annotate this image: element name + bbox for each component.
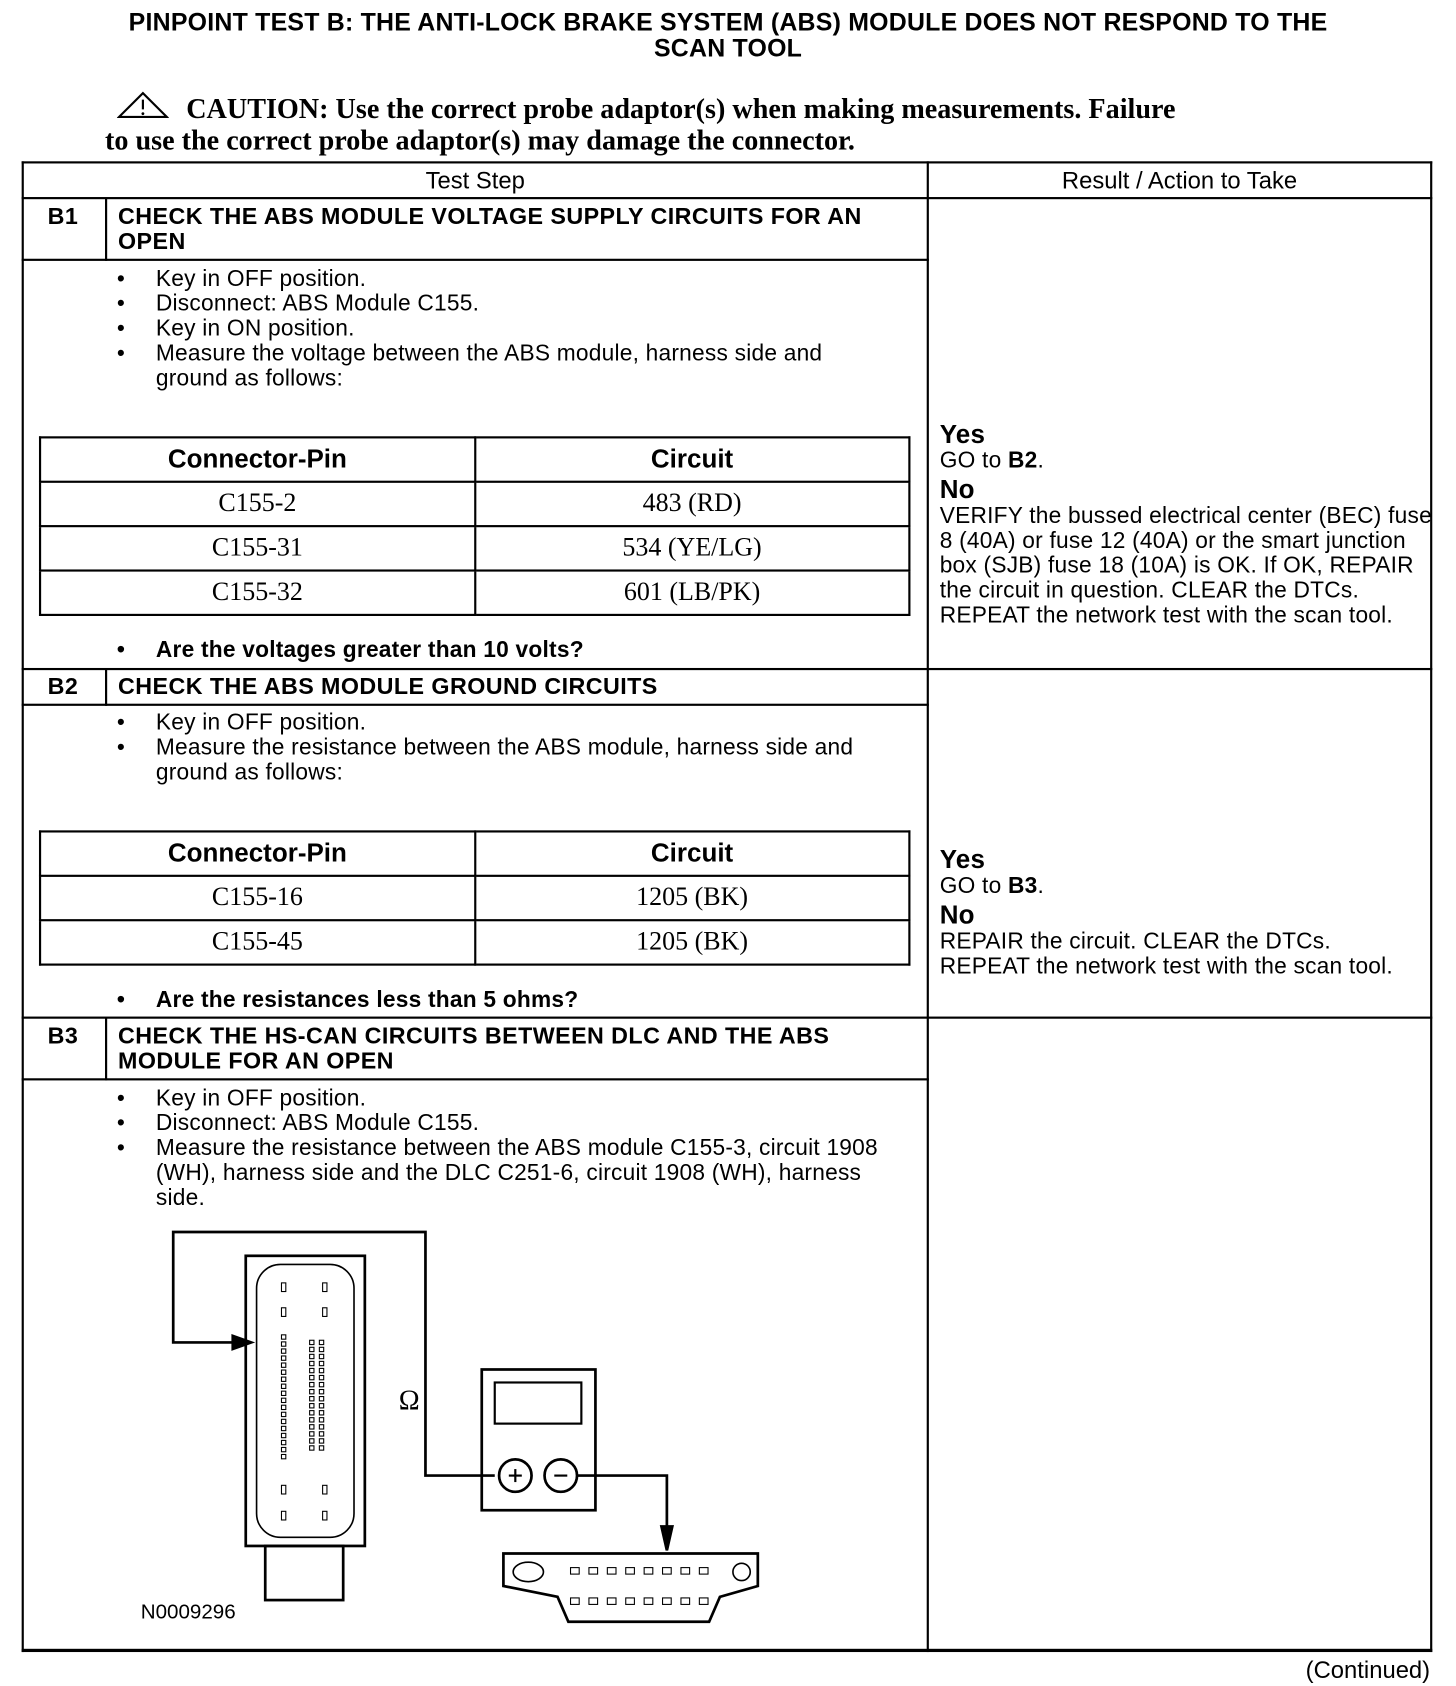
continued-note: (Continued) bbox=[1305, 1656, 1431, 1684]
col-header: Connector-Pin bbox=[40, 831, 475, 875]
column-divider bbox=[927, 161, 929, 1652]
wiring-diagram bbox=[130, 1223, 780, 1645]
pin bbox=[281, 1412, 285, 1416]
row-divider bbox=[22, 1017, 1433, 1019]
pin bbox=[571, 1598, 580, 1604]
pin bbox=[323, 1511, 327, 1520]
pin bbox=[310, 1390, 314, 1394]
id-divider bbox=[105, 198, 107, 261]
pin bbox=[281, 1419, 285, 1423]
step-id: B2 bbox=[47, 673, 79, 700]
step-instructions bbox=[117, 1086, 896, 1210]
step-instructions bbox=[117, 710, 896, 785]
table-row bbox=[40, 571, 909, 615]
pin bbox=[310, 1375, 314, 1379]
table-border-bottom bbox=[22, 1649, 1433, 1652]
pin bbox=[281, 1363, 285, 1367]
col-header: Circuit bbox=[475, 831, 910, 875]
pin bbox=[681, 1568, 690, 1574]
col-header: Circuit bbox=[475, 437, 910, 481]
table-border-left bbox=[22, 161, 24, 1652]
pin bbox=[663, 1568, 672, 1574]
lead-wire-positive bbox=[173, 1232, 495, 1476]
pin bbox=[310, 1397, 314, 1401]
pin bbox=[310, 1368, 314, 1372]
table-row bbox=[40, 526, 909, 570]
pin bbox=[310, 1411, 314, 1415]
step-instructions bbox=[117, 266, 875, 390]
pin bbox=[644, 1568, 653, 1574]
pin bbox=[310, 1404, 314, 1408]
cell: C155-31 bbox=[40, 526, 475, 570]
caution-line1 bbox=[186, 93, 1175, 124]
pin bbox=[319, 1404, 323, 1408]
pin bbox=[310, 1439, 314, 1443]
pin bbox=[281, 1370, 285, 1374]
pin bbox=[281, 1308, 285, 1317]
result-b2 bbox=[939, 845, 1416, 979]
result-b1 bbox=[940, 422, 1433, 628]
cell: C155-2 bbox=[40, 482, 475, 526]
step-id: B1 bbox=[47, 203, 79, 230]
pin bbox=[319, 1446, 323, 1450]
pin bbox=[589, 1568, 598, 1574]
no-text: VERIFY the bussed electrical center (BEC) fuse 8 (40A) or fuse 12 (40A) or the smart junction box (SJB) fuse 18 (10A) is OK. If OK, REPAIR the circuit in question. CLEAR the DTCs. REPEAT the network test with the scan tool. bbox=[939, 503, 1432, 628]
id-divider bbox=[105, 669, 107, 706]
pin bbox=[319, 1375, 323, 1379]
table-border-top bbox=[22, 161, 1433, 163]
pin bbox=[310, 1446, 314, 1450]
cell: 534 (YE/LG) bbox=[475, 526, 910, 570]
cell: 601 (LB/PK) bbox=[475, 571, 910, 615]
step-title: CHECK THE HS-CAN CIRCUITS BETWEEN DLC AND THE ABS MODULE FOR AN OPEN bbox=[118, 1023, 830, 1074]
page-title-line1: PINPOINT TEST B: THE ANTI-LOCK BRAKE SYSTEM (ABS) MODULE DOES NOT RESPOND TO THE bbox=[128, 7, 1328, 36]
pin bbox=[281, 1440, 285, 1444]
id-divider bbox=[105, 1018, 107, 1081]
yes-label: Yes bbox=[939, 420, 986, 450]
instruction: • Measure the voltage between the ABS module, harness side and ground as follows: bbox=[117, 341, 875, 391]
instruction: • Key in OFF position. bbox=[117, 710, 896, 735]
pin bbox=[319, 1425, 323, 1429]
yes-label: Yes bbox=[939, 845, 986, 875]
question: • Are the resistances less than 5 ohms? bbox=[117, 987, 578, 1012]
pin bbox=[319, 1439, 323, 1443]
pin bbox=[319, 1354, 323, 1358]
pin bbox=[281, 1349, 285, 1353]
pin bbox=[663, 1598, 672, 1604]
goto-link[interactable]: B3 bbox=[1007, 873, 1038, 899]
pin bbox=[319, 1432, 323, 1436]
cell: C155-16 bbox=[40, 876, 475, 920]
pin bbox=[281, 1426, 285, 1430]
ohm-symbol: Ω bbox=[398, 1384, 420, 1417]
pin bbox=[281, 1356, 285, 1360]
yes-text: GO to bbox=[939, 873, 1008, 899]
punct: . bbox=[1037, 873, 1045, 899]
pin bbox=[281, 1384, 285, 1388]
pin bbox=[323, 1283, 327, 1292]
instruction: • Disconnect: ABS Module C155. bbox=[117, 1111, 896, 1136]
pin bbox=[699, 1598, 708, 1604]
pin bbox=[607, 1568, 616, 1574]
row-divider bbox=[22, 1078, 929, 1080]
row-divider bbox=[22, 704, 929, 706]
pin bbox=[281, 1405, 285, 1409]
pin bbox=[310, 1347, 314, 1351]
pin bbox=[281, 1511, 285, 1520]
no-text: REPAIR the circuit. CLEAR the DTCs. REPEAT the network test with the scan tool. bbox=[939, 928, 1393, 979]
pin bbox=[319, 1361, 323, 1365]
question: • Are the voltages greater than 10 volts? bbox=[117, 638, 584, 663]
pin bbox=[319, 1418, 323, 1422]
pin-table bbox=[39, 436, 910, 616]
pin bbox=[281, 1283, 285, 1292]
pin bbox=[310, 1340, 314, 1344]
pin bbox=[699, 1568, 708, 1574]
pin bbox=[323, 1308, 327, 1317]
figure-id: N0009296 bbox=[140, 1601, 236, 1624]
cell: 483 (RD) bbox=[475, 482, 910, 526]
step-title: CHECK THE ABS MODULE GROUND CIRCUITS bbox=[118, 673, 658, 700]
pin bbox=[281, 1377, 285, 1381]
header-divider bbox=[22, 197, 1433, 199]
abs-module-connector bbox=[246, 1256, 365, 1600]
no-label: No bbox=[939, 475, 975, 505]
table-row bbox=[40, 876, 909, 920]
pin bbox=[589, 1598, 598, 1604]
cell: C155-32 bbox=[40, 571, 475, 615]
pin bbox=[310, 1361, 314, 1365]
lead-wire-negative bbox=[577, 1476, 667, 1549]
cell: C155-45 bbox=[40, 920, 475, 964]
header-test-step: Test Step bbox=[425, 166, 525, 194]
probe-tip-icon bbox=[233, 1336, 251, 1349]
table-row bbox=[40, 482, 909, 526]
pin bbox=[310, 1354, 314, 1358]
pin bbox=[626, 1568, 635, 1574]
ohmmeter bbox=[482, 1369, 596, 1510]
step-id: B3 bbox=[47, 1023, 79, 1050]
table-row bbox=[40, 920, 909, 964]
pin bbox=[319, 1411, 323, 1415]
step-question bbox=[117, 987, 578, 1012]
pin bbox=[281, 1335, 285, 1339]
row-divider bbox=[22, 668, 1433, 670]
pin bbox=[319, 1368, 323, 1372]
pin bbox=[319, 1382, 323, 1386]
pin bbox=[644, 1598, 653, 1604]
page-title-line2: SCAN TOOL bbox=[653, 33, 803, 62]
step-title: CHECK THE ABS MODULE VOLTAGE SUPPLY CIRCUITS FOR AN OPEN bbox=[118, 203, 862, 255]
caution-text-1: Use the correct probe adaptor(s) when making measurements. Failure bbox=[328, 93, 1176, 125]
pin bbox=[310, 1432, 314, 1436]
instruction: • Disconnect: ABS Module C155. bbox=[117, 291, 875, 316]
pin bbox=[281, 1485, 285, 1494]
step-question bbox=[117, 638, 584, 663]
header-result: Result / Action to Take bbox=[1061, 166, 1298, 194]
pin bbox=[319, 1390, 323, 1394]
pin bbox=[281, 1391, 285, 1395]
table-border-right bbox=[1430, 161, 1432, 1652]
instruction: • Key in ON position. bbox=[117, 316, 875, 341]
pin bbox=[310, 1382, 314, 1386]
cell: 1205 (BK) bbox=[475, 920, 910, 964]
pin bbox=[319, 1397, 323, 1401]
warning-triangle-icon bbox=[117, 91, 169, 119]
pin bbox=[607, 1598, 616, 1604]
col-header: Connector-Pin bbox=[40, 437, 475, 481]
probe-tip-icon bbox=[661, 1526, 672, 1550]
yes-text: GO to bbox=[939, 448, 1008, 474]
cell: 1205 (BK) bbox=[475, 876, 910, 920]
instruction: • Measure the resistance between the ABS module, harness side and ground as follows: bbox=[117, 735, 896, 785]
pin-table bbox=[39, 830, 910, 965]
pin bbox=[319, 1347, 323, 1351]
pin bbox=[681, 1598, 690, 1604]
caution-label: CAUTION: bbox=[186, 93, 329, 125]
pin bbox=[319, 1340, 323, 1344]
pin bbox=[281, 1447, 285, 1451]
instruction: • Measure the resistance between the ABS module C155-3, circuit 1908 (WH), harness side and the DLC C251-6, circuit 1908 (WH), harness side. bbox=[117, 1136, 896, 1211]
pin bbox=[626, 1598, 635, 1604]
punct: . bbox=[1037, 448, 1045, 474]
pin bbox=[310, 1425, 314, 1429]
pin bbox=[310, 1418, 314, 1422]
pin bbox=[281, 1398, 285, 1402]
pin bbox=[281, 1433, 285, 1437]
no-label: No bbox=[939, 900, 975, 930]
instruction: • Key in OFF position. bbox=[117, 266, 875, 291]
dlc-connector bbox=[503, 1554, 757, 1622]
pin bbox=[281, 1454, 285, 1458]
caution-line2: to use the correct probe adaptor(s) may damage the connector. bbox=[105, 124, 855, 156]
pin bbox=[571, 1568, 580, 1574]
instruction: • Key in OFF position. bbox=[117, 1086, 896, 1111]
pin bbox=[323, 1485, 327, 1494]
row-divider bbox=[22, 259, 929, 261]
goto-link[interactable]: B2 bbox=[1007, 448, 1038, 474]
pin bbox=[281, 1342, 285, 1346]
